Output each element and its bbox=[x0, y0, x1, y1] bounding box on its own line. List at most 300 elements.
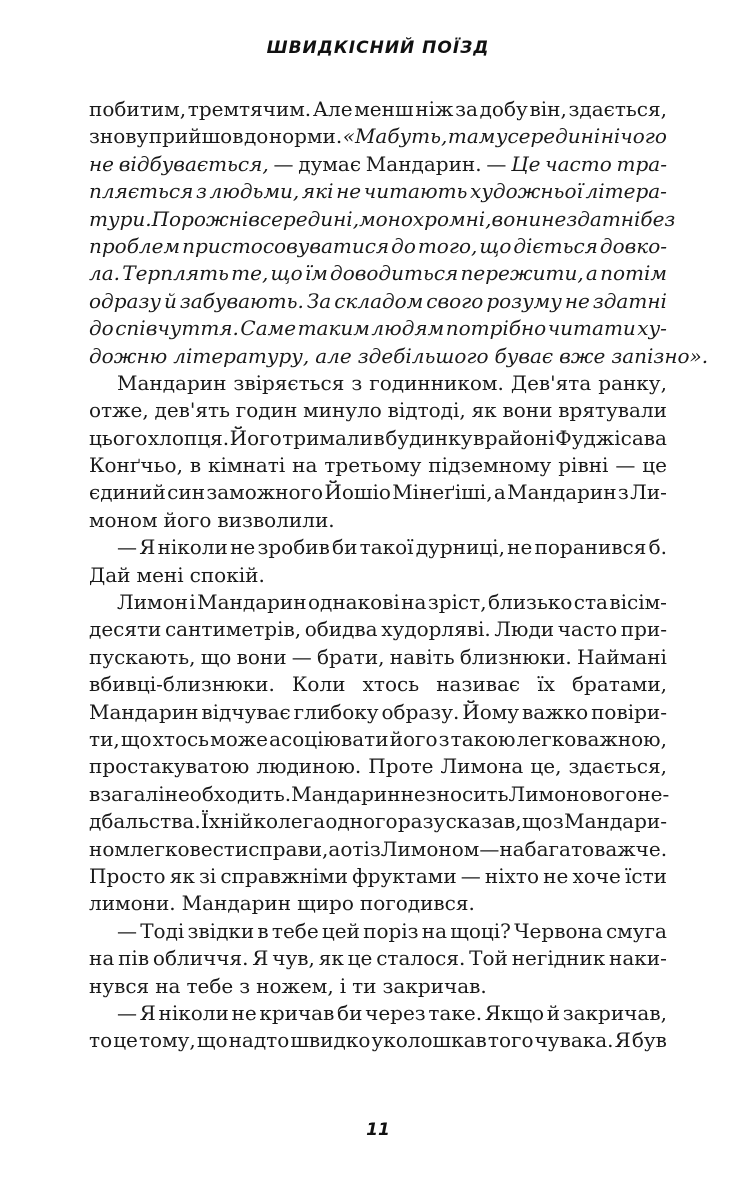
word: на bbox=[89, 946, 115, 971]
text-line bbox=[89, 507, 667, 534]
word: норми. bbox=[268, 124, 343, 149]
text-line bbox=[89, 726, 667, 753]
text-line bbox=[89, 315, 667, 342]
word: не bbox=[89, 151, 115, 176]
word: людям bbox=[371, 316, 445, 341]
word: поранився bbox=[534, 535, 647, 560]
word: хтось bbox=[362, 672, 420, 697]
word: то bbox=[89, 1028, 113, 1053]
word: їм bbox=[304, 261, 328, 286]
word: його bbox=[389, 726, 438, 751]
word: відбувається, bbox=[118, 151, 269, 176]
word: того bbox=[487, 1028, 534, 1053]
word: врятували bbox=[558, 398, 667, 423]
word: тебе bbox=[186, 973, 234, 998]
word: що bbox=[196, 1028, 228, 1053]
word: — bbox=[479, 836, 500, 861]
word: зі bbox=[198, 863, 217, 888]
word: визволили. bbox=[217, 507, 335, 532]
word: наки- bbox=[609, 946, 667, 971]
text-line bbox=[89, 178, 667, 205]
word: дев'ять bbox=[154, 398, 230, 423]
word: глибоку bbox=[293, 699, 379, 724]
word: навіть bbox=[389, 644, 455, 669]
word: ла. bbox=[89, 261, 121, 286]
word: нічого bbox=[600, 124, 667, 149]
word: минуло bbox=[303, 398, 382, 423]
word: думає bbox=[298, 151, 362, 176]
text-line bbox=[89, 671, 667, 698]
word: що bbox=[521, 809, 553, 834]
text-line bbox=[89, 534, 667, 561]
word: легковажною, bbox=[516, 726, 667, 751]
word: діється bbox=[513, 233, 598, 258]
word: дурниці, bbox=[415, 535, 505, 560]
word: в bbox=[472, 425, 485, 450]
word: справжніми bbox=[220, 863, 348, 888]
word: з bbox=[617, 480, 629, 505]
word: читають bbox=[363, 179, 468, 204]
word: тури. bbox=[89, 206, 152, 231]
word: звіряється bbox=[233, 370, 345, 395]
text-line bbox=[89, 479, 667, 506]
word: кричав bbox=[259, 1000, 335, 1025]
text-line bbox=[89, 753, 667, 780]
word: підземному bbox=[428, 453, 552, 478]
word: повіри- bbox=[591, 699, 667, 724]
word: цей bbox=[321, 918, 360, 943]
word: ранку, bbox=[598, 370, 667, 395]
text-line bbox=[89, 343, 709, 370]
word: Фуджісава bbox=[555, 425, 667, 450]
word: такої bbox=[359, 535, 414, 560]
word: їх bbox=[537, 672, 555, 697]
word: його bbox=[163, 507, 212, 532]
word: Мінеґіші, bbox=[392, 480, 493, 505]
word: потім bbox=[600, 261, 667, 286]
word: через bbox=[365, 1000, 426, 1025]
word: Червона bbox=[514, 918, 603, 943]
word: от bbox=[340, 836, 364, 861]
text-line bbox=[89, 562, 667, 589]
word: десяти bbox=[89, 617, 162, 642]
word: пристосовуватися bbox=[182, 233, 390, 258]
word: — bbox=[291, 644, 312, 669]
word: разу bbox=[397, 809, 446, 834]
word: Мандарин bbox=[89, 699, 199, 724]
word: погодився. bbox=[359, 891, 475, 916]
word: чувака. bbox=[534, 1028, 614, 1053]
word: тому, bbox=[138, 1028, 196, 1053]
word: Йошіо bbox=[324, 480, 391, 505]
word: чув, bbox=[272, 946, 315, 971]
word: би bbox=[337, 1000, 363, 1025]
word: добу bbox=[479, 97, 528, 121]
word: відтоді, bbox=[387, 398, 466, 423]
word: вісім- bbox=[609, 590, 667, 615]
word: Ли- bbox=[630, 480, 667, 505]
word: Проте bbox=[368, 754, 434, 779]
word: знову bbox=[89, 124, 149, 149]
word: за bbox=[455, 97, 478, 121]
word: негідник bbox=[511, 946, 606, 971]
word: би bbox=[332, 535, 358, 560]
word: Я bbox=[252, 946, 269, 971]
text-line bbox=[89, 945, 667, 972]
word: щоці? bbox=[450, 918, 511, 943]
text-line bbox=[89, 589, 667, 616]
text-line bbox=[89, 370, 667, 397]
word: може bbox=[210, 726, 269, 751]
word: при- bbox=[620, 617, 667, 642]
text-line bbox=[89, 123, 667, 150]
text-line bbox=[89, 863, 667, 890]
word: б. bbox=[648, 535, 667, 560]
word: людиною. bbox=[256, 754, 362, 779]
word: що bbox=[120, 726, 152, 751]
word: прийшов bbox=[148, 124, 244, 149]
text-line bbox=[89, 699, 667, 726]
word: Люди bbox=[494, 617, 555, 642]
word: тра- bbox=[616, 151, 667, 176]
word: Мандарин bbox=[117, 370, 227, 395]
word: близнюки. bbox=[459, 644, 572, 669]
word: будинку bbox=[385, 425, 473, 450]
word: близько bbox=[487, 590, 573, 615]
word: Мандарин bbox=[291, 781, 401, 806]
word: здатні bbox=[592, 288, 667, 313]
word: буває bbox=[494, 343, 554, 368]
word: отже, bbox=[89, 398, 149, 423]
word: літера- bbox=[585, 179, 667, 204]
word: вести bbox=[189, 836, 249, 861]
word: — bbox=[460, 863, 481, 888]
word: ножем, bbox=[256, 973, 334, 998]
word: обличчя. bbox=[152, 946, 249, 971]
word: важче. bbox=[594, 836, 668, 861]
word: худорляві. bbox=[381, 617, 491, 642]
text-line bbox=[89, 151, 667, 178]
word: й bbox=[546, 1000, 561, 1025]
word: цього bbox=[89, 425, 148, 450]
word: там bbox=[447, 124, 496, 149]
word: взагалі bbox=[89, 781, 165, 806]
word: ти bbox=[352, 973, 377, 998]
word: Це bbox=[511, 151, 541, 176]
text-line bbox=[89, 206, 676, 233]
word: асоціювати bbox=[269, 726, 389, 751]
word: довко- bbox=[599, 233, 667, 258]
word: співчуття. bbox=[115, 316, 239, 341]
word: брати, bbox=[317, 644, 385, 669]
word: літературу, bbox=[173, 343, 310, 368]
word: закричав. bbox=[382, 973, 487, 998]
word: спокій. bbox=[189, 562, 265, 587]
word: а bbox=[328, 836, 341, 861]
word: з bbox=[552, 809, 564, 834]
word: Мандарин. bbox=[365, 151, 482, 176]
word: колега bbox=[253, 809, 326, 834]
word: Йому bbox=[462, 699, 520, 724]
word: годин bbox=[235, 398, 298, 423]
word: не bbox=[564, 288, 590, 313]
word: годинником. bbox=[369, 370, 504, 395]
word: які bbox=[301, 179, 334, 204]
word: син bbox=[167, 480, 206, 505]
word: пів bbox=[118, 946, 150, 971]
word: ніколи bbox=[157, 535, 228, 560]
word: ста bbox=[573, 590, 608, 615]
word: третьому bbox=[324, 453, 422, 478]
word: лимони. bbox=[89, 891, 176, 916]
word: здається, bbox=[568, 97, 667, 121]
word: що bbox=[479, 233, 512, 258]
word: й bbox=[163, 288, 177, 313]
word: до bbox=[391, 233, 416, 258]
word: Мандарин bbox=[197, 590, 307, 615]
word: вбивці-близнюки. bbox=[89, 672, 275, 697]
text-line bbox=[89, 425, 667, 452]
word: доводиться bbox=[330, 261, 459, 286]
word: здається, bbox=[568, 754, 667, 779]
word: Мандари- bbox=[564, 809, 667, 834]
word: як bbox=[471, 398, 497, 423]
word: Дай bbox=[89, 562, 131, 587]
word: здебільшого bbox=[357, 343, 489, 368]
word: і bbox=[339, 973, 347, 998]
text-line bbox=[89, 1000, 667, 1027]
word: сказав, bbox=[445, 809, 522, 834]
word: пускають, bbox=[89, 644, 196, 669]
text-line bbox=[89, 836, 667, 863]
word: обходить. bbox=[189, 781, 292, 806]
word: свого bbox=[426, 288, 484, 313]
word: Я bbox=[139, 1000, 156, 1025]
word: Порожні bbox=[151, 206, 249, 231]
word: Наймані bbox=[577, 644, 667, 669]
word: запізно». bbox=[611, 343, 709, 368]
word: Тоді bbox=[140, 918, 185, 943]
word: районі bbox=[484, 425, 555, 450]
word: монохромні, bbox=[359, 206, 492, 231]
word: — bbox=[273, 151, 294, 176]
word: хтось bbox=[152, 726, 210, 751]
word: розуму bbox=[486, 288, 562, 313]
word: не bbox=[336, 179, 362, 204]
text-line bbox=[89, 233, 667, 260]
word: із bbox=[363, 836, 381, 861]
word: фруктами bbox=[352, 863, 457, 888]
word: відчуває bbox=[201, 699, 291, 724]
word: нувся bbox=[89, 973, 150, 998]
word: на bbox=[421, 918, 448, 943]
word: людьми, bbox=[209, 179, 300, 204]
word: на bbox=[155, 973, 181, 998]
word: часто bbox=[545, 151, 612, 176]
word: важко bbox=[522, 699, 589, 724]
word: менш bbox=[354, 97, 414, 121]
word: — bbox=[117, 1000, 137, 1025]
word: — bbox=[117, 535, 137, 560]
word: Лимон bbox=[117, 590, 188, 615]
word: сантиметрів, bbox=[164, 617, 302, 642]
word: що bbox=[270, 261, 303, 286]
word: закричав, bbox=[562, 1000, 667, 1025]
word: хлопця. bbox=[147, 425, 230, 450]
word: такою bbox=[450, 726, 516, 751]
word: уколошкав bbox=[371, 1028, 487, 1053]
page-number: 11 bbox=[366, 1120, 390, 1140]
word: часто bbox=[557, 617, 618, 642]
text-line bbox=[89, 973, 667, 1000]
word: не bbox=[164, 781, 190, 806]
word: простакуватою bbox=[89, 754, 250, 779]
running-head: ШВИДКІСНИЙ ПОЇЗД bbox=[266, 38, 490, 58]
word: пляється bbox=[89, 179, 194, 204]
word: обидва bbox=[304, 617, 378, 642]
word: братами, bbox=[572, 672, 667, 697]
word: вони bbox=[236, 644, 287, 669]
word: сталося. bbox=[376, 946, 466, 971]
text-line bbox=[89, 918, 667, 945]
word: як bbox=[169, 863, 195, 888]
word: не- bbox=[637, 781, 670, 806]
word: це, bbox=[530, 754, 562, 779]
word: поріз bbox=[363, 918, 419, 943]
text-line bbox=[89, 397, 667, 424]
word: Їхній bbox=[200, 809, 254, 834]
word: без bbox=[640, 206, 676, 231]
text-line bbox=[89, 781, 670, 808]
word: не bbox=[541, 206, 567, 231]
word: тебе bbox=[271, 918, 319, 943]
word: не bbox=[231, 1000, 257, 1025]
word: здатні bbox=[566, 206, 641, 231]
word: в bbox=[257, 918, 269, 943]
word: з bbox=[351, 370, 363, 395]
word: Терплять bbox=[122, 261, 229, 286]
word: заможного bbox=[206, 480, 324, 505]
word: художньої bbox=[470, 179, 583, 204]
word: рівні bbox=[558, 453, 609, 478]
word: легко bbox=[129, 836, 190, 861]
word: не bbox=[400, 781, 426, 806]
text-line bbox=[89, 1027, 667, 1054]
word: називає bbox=[436, 672, 521, 697]
word: ніж bbox=[415, 97, 454, 121]
word: тремтячим. bbox=[187, 97, 312, 121]
word: усередині bbox=[495, 124, 601, 149]
word: надто bbox=[228, 1028, 290, 1053]
word: кімнаті bbox=[208, 453, 286, 478]
word: швидко bbox=[290, 1028, 371, 1053]
word: на bbox=[401, 590, 427, 615]
word: однакові bbox=[307, 590, 400, 615]
word: пережити, bbox=[460, 261, 584, 286]
word: Саме bbox=[240, 316, 297, 341]
body-text bbox=[89, 96, 709, 1055]
text-line bbox=[89, 452, 667, 479]
word: був bbox=[631, 1028, 667, 1053]
text-line bbox=[89, 616, 667, 643]
word: це bbox=[113, 1028, 138, 1053]
word: вони bbox=[491, 206, 542, 231]
word: того, bbox=[417, 233, 478, 258]
word: не bbox=[507, 535, 533, 560]
word: Дев'ята bbox=[510, 370, 592, 395]
word: Коли bbox=[291, 672, 346, 697]
word: справи, bbox=[248, 836, 329, 861]
word: хоче bbox=[572, 863, 621, 888]
word: на bbox=[292, 453, 318, 478]
word: Мандарин bbox=[507, 480, 617, 505]
word: Лимонового bbox=[508, 781, 638, 806]
word: до bbox=[243, 124, 269, 149]
word: забувають. bbox=[179, 288, 304, 313]
word: те, bbox=[231, 261, 269, 286]
word: Його bbox=[229, 425, 282, 450]
word: складом bbox=[334, 288, 424, 313]
word: дожню bbox=[89, 343, 168, 368]
word: з bbox=[195, 179, 207, 204]
word: зріст, bbox=[427, 590, 487, 615]
word: моном bbox=[89, 507, 158, 532]
word: ти, bbox=[89, 726, 120, 751]
word: як bbox=[318, 946, 344, 971]
word: це bbox=[347, 946, 373, 971]
word: побитим, bbox=[89, 97, 187, 121]
word: таке. bbox=[428, 1000, 483, 1025]
word: — bbox=[615, 453, 636, 478]
word: не bbox=[230, 535, 256, 560]
word: тримали bbox=[282, 425, 373, 450]
word: до bbox=[89, 316, 114, 341]
word: а bbox=[493, 480, 506, 505]
word: — bbox=[486, 151, 507, 176]
word: вони bbox=[502, 398, 553, 423]
word: з bbox=[239, 973, 251, 998]
word: ніколи bbox=[158, 1000, 229, 1025]
word: За bbox=[306, 288, 332, 313]
word: набагато bbox=[499, 836, 595, 861]
word: Мандарин bbox=[181, 891, 292, 916]
word: що bbox=[200, 644, 232, 669]
word: смуга bbox=[605, 918, 667, 943]
word: ном bbox=[89, 836, 130, 861]
word: а bbox=[585, 261, 598, 286]
text-line bbox=[89, 644, 667, 671]
word: Якщо bbox=[484, 1000, 545, 1025]
word: їсти bbox=[624, 863, 667, 888]
word: Я bbox=[614, 1028, 631, 1053]
word: з bbox=[438, 726, 450, 751]
word: ху- bbox=[637, 316, 667, 341]
word: Конґчьо, bbox=[89, 453, 183, 478]
word: щиро bbox=[297, 891, 354, 916]
word: зносить bbox=[425, 781, 509, 806]
word: це bbox=[642, 453, 667, 478]
text-line bbox=[89, 288, 667, 315]
word: таким bbox=[297, 316, 370, 341]
word: Той bbox=[469, 946, 508, 971]
text-line bbox=[89, 890, 667, 917]
word: Лимона bbox=[440, 754, 524, 779]
word: Я bbox=[139, 535, 156, 560]
word: мені bbox=[136, 562, 184, 587]
word: єдиний bbox=[89, 480, 166, 505]
word: всередині, bbox=[248, 206, 360, 231]
word: одного bbox=[325, 809, 398, 834]
